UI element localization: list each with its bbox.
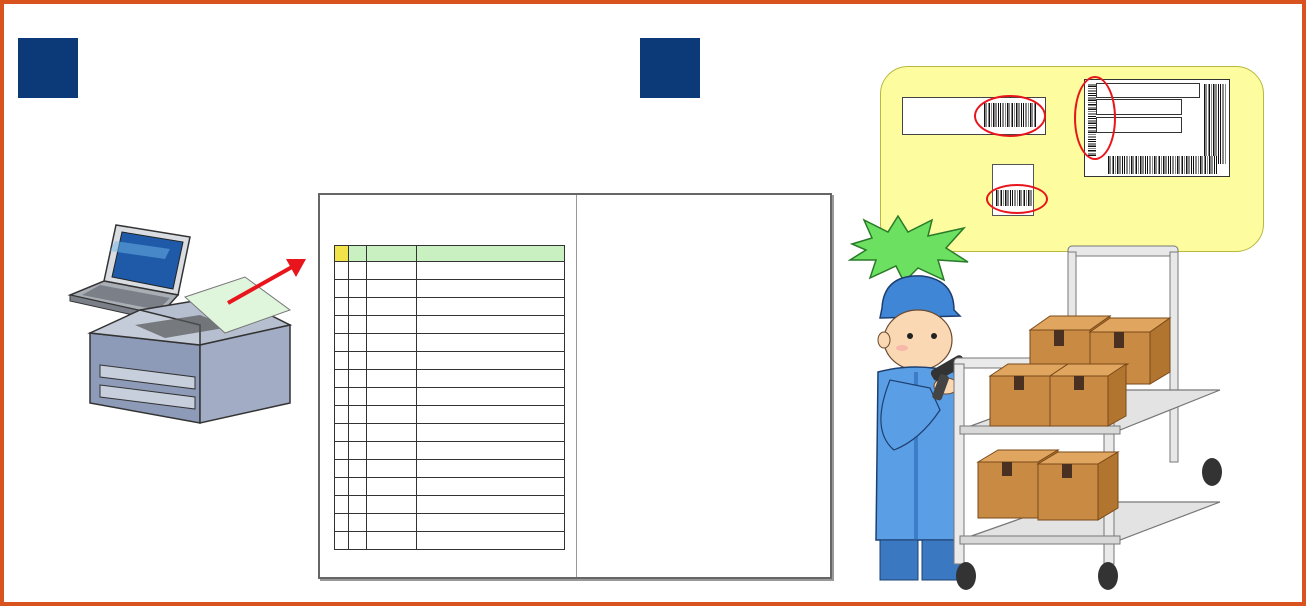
- cart-highlight-ring: [974, 95, 1046, 137]
- table-cell: [367, 262, 417, 280]
- table-cell: [349, 424, 367, 442]
- table-cell: [417, 406, 565, 424]
- table-row: [335, 442, 565, 460]
- table-row: [335, 280, 565, 298]
- check-box-cell[interactable]: [335, 478, 349, 496]
- table-cell: [367, 352, 417, 370]
- table-row: [335, 514, 565, 532]
- sheet-page-1: [320, 195, 575, 577]
- check-box-cell[interactable]: [335, 496, 349, 514]
- table-cell: [367, 478, 417, 496]
- table-body: [335, 262, 565, 550]
- table-row: [335, 352, 565, 370]
- check-box-cell[interactable]: [335, 298, 349, 316]
- table-cell: [417, 388, 565, 406]
- check-box-cell[interactable]: [335, 532, 349, 550]
- cardboard-box-icon: [1050, 364, 1128, 426]
- table-cell: [349, 316, 367, 334]
- check-box-cell[interactable]: [335, 442, 349, 460]
- table-row: [335, 370, 565, 388]
- table-cell: [367, 442, 417, 460]
- table-cell: [367, 334, 417, 352]
- table-cell: [349, 496, 367, 514]
- table-row: [335, 532, 565, 550]
- table-row: [335, 460, 565, 478]
- table-cell: [417, 370, 565, 388]
- table-cell: [349, 298, 367, 316]
- title-right-block: [640, 38, 700, 98]
- check-box-cell[interactable]: [335, 460, 349, 478]
- table-cell: [367, 298, 417, 316]
- entry-order-sheet: [318, 193, 832, 579]
- table-cell: [417, 478, 565, 496]
- table-cell: [417, 262, 565, 280]
- check-box-cell[interactable]: [335, 352, 349, 370]
- table-cell: [349, 442, 367, 460]
- table-row: [335, 406, 565, 424]
- table-cell: [367, 424, 417, 442]
- check-box-cell[interactable]: [335, 424, 349, 442]
- table-cell: [349, 262, 367, 280]
- table-row: [335, 316, 565, 334]
- title-left-block: [18, 38, 78, 98]
- table-row: [335, 298, 565, 316]
- entry-label-barcode-icon: [1108, 156, 1218, 174]
- table-cell: [417, 298, 565, 316]
- table-cell: [367, 388, 417, 406]
- table-header-cell: [349, 246, 367, 262]
- table-cell: [367, 496, 417, 514]
- table-cell: [417, 460, 565, 478]
- check-box-cell[interactable]: [335, 388, 349, 406]
- check-box-cell[interactable]: [335, 262, 349, 280]
- table-cell: [367, 460, 417, 478]
- table-cell: [367, 316, 417, 334]
- table-cell: [349, 334, 367, 352]
- table-cell: [367, 406, 417, 424]
- table-cell: [367, 280, 417, 298]
- laptop-printer-illustration: [40, 215, 330, 440]
- table-cell: [417, 496, 565, 514]
- table-cell: [349, 478, 367, 496]
- table-row: [335, 334, 565, 352]
- position-highlight-ring: [986, 184, 1048, 214]
- check-box-cell[interactable]: [335, 370, 349, 388]
- table-row: [335, 388, 565, 406]
- table-cell: [349, 406, 367, 424]
- table-cell: [367, 532, 417, 550]
- table-cell: [417, 334, 565, 352]
- table-header-cell: [367, 246, 417, 262]
- table-cell: [417, 352, 565, 370]
- sheet-page-2: [577, 195, 832, 577]
- table-cell: [417, 316, 565, 334]
- table-header-cell: [417, 246, 565, 262]
- cart-illustration: [950, 240, 1240, 596]
- table-cell: [349, 280, 367, 298]
- table-row: [335, 262, 565, 280]
- table-cell: [417, 424, 565, 442]
- entry-label-side-barcode-icon: [1204, 84, 1226, 164]
- table-cell: [349, 352, 367, 370]
- table-row: [335, 496, 565, 514]
- table-cell: [417, 442, 565, 460]
- table-cell: [417, 532, 565, 550]
- table-header-row: [335, 246, 565, 262]
- table-row: [335, 424, 565, 442]
- table-cell: [349, 388, 367, 406]
- table-cell: [417, 514, 565, 532]
- table-cell: [417, 280, 565, 298]
- check-box-cell[interactable]: [335, 406, 349, 424]
- table-cell: [367, 514, 417, 532]
- entry-list-table: [334, 245, 565, 550]
- check-box-cell[interactable]: [335, 514, 349, 532]
- check-box-cell[interactable]: [335, 280, 349, 298]
- table-cell: [349, 460, 367, 478]
- entry-label-highlight-ring: [1074, 76, 1116, 160]
- table-row: [335, 478, 565, 496]
- table-cell: [367, 370, 417, 388]
- table-header-cell: [335, 246, 349, 262]
- table-cell: [349, 370, 367, 388]
- table-cell: [349, 514, 367, 532]
- check-box-cell[interactable]: [335, 334, 349, 352]
- check-box-cell[interactable]: [335, 316, 349, 334]
- cardboard-box-icon: [1038, 452, 1118, 520]
- table-cell: [349, 532, 367, 550]
